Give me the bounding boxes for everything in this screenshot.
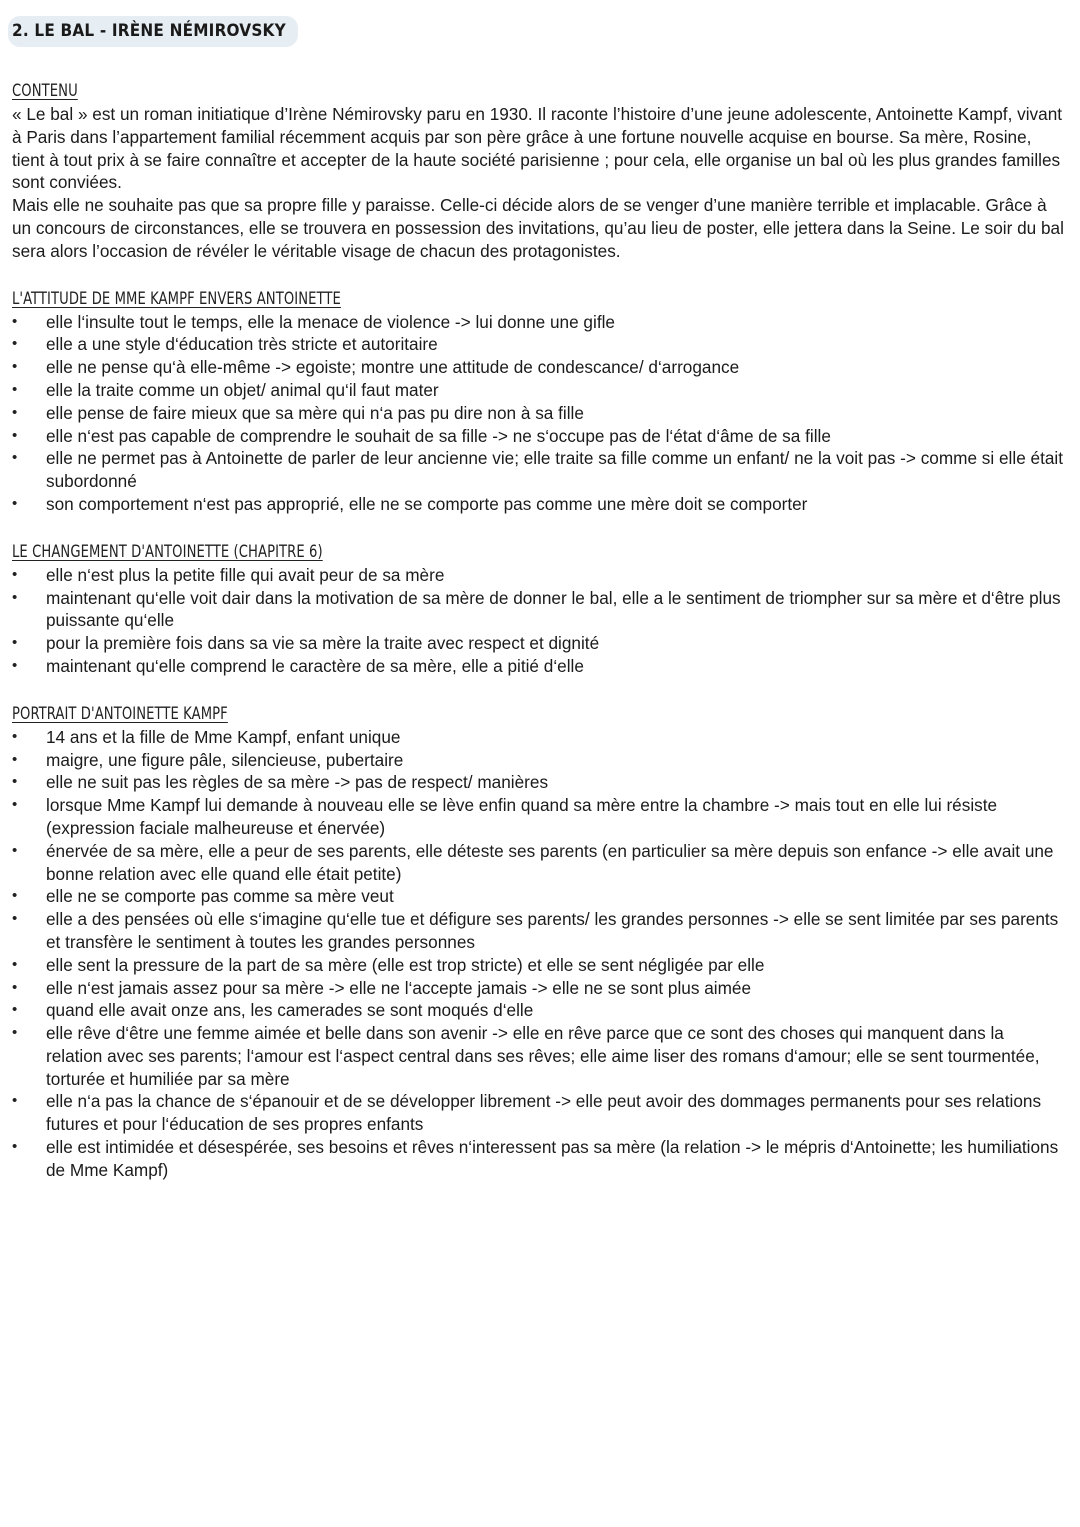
portrait-list — [12, 726, 1064, 1182]
list-item: • elle n‘est jamais assez pour sa mère -> elle ne l‘accepte jamais -> elle ne se sont plus aimée — [12, 977, 1064, 1000]
list-item: • quand elle avait onze ans, les camerades se sont moqués d‘elle — [12, 999, 1064, 1022]
list-item: • elle a une style d‘éducation très stricte et autoritaire — [12, 333, 1064, 356]
list-item: • elle l‘insulte tout le temps, elle la menace de violence -> lui donne une gifle — [12, 311, 1064, 334]
list-item: • lorsque Mme Kampf lui demande à nouveau elle se lève enfin quand sa mère entre la chambre -> mais tout en elle lui résiste (expression faciale malheureuse et énervée) — [12, 794, 1064, 840]
section-heading-changement: LE CHANGEMENT D'ANTOINETTE (CHAPITRE 6) — [12, 541, 323, 562]
section-heading-contenu: CONTENU — [12, 81, 78, 101]
list-item: • 14 ans et la fille de Mme Kampf, enfant unique — [12, 726, 1064, 749]
section-changement — [12, 540, 1064, 678]
changement-list — [12, 564, 1064, 678]
list-item: • elle n‘est pas capable de comprendre le souhait de sa fille -> ne s‘occupe pas de l‘état d‘âme de sa fille — [12, 425, 1064, 448]
list-item: • elle ne se comporte pas comme sa mère veut — [12, 885, 1064, 908]
attitude-list — [12, 311, 1064, 516]
page-title-text: 2. LE BAL - IRÈNE NÉMIROVSKY — [12, 21, 286, 41]
contenu-paragraph-1: « Le bal » est un roman initiatique d’Irène Némirovsky paru en 1930. Il raconte l’histoire d’une jeune adolescente, Antoinette Kampf, vivant à Paris dans l’appartement familial récemment acquis par son père grâce à une fortune nouvelle acquise en bourse. Sa mère, Rosine, tient à tout prix à se faire connaître et accepter de la haute société parisienne ; pour cela, elle organise un bal où les plus grandes familles sont conviées. — [12, 104, 1063, 193]
page-title — [8, 16, 298, 47]
section-attitude — [12, 287, 1064, 516]
list-item: • elle n‘a pas la chance de s‘épanouir et de se développer librement -> elle peut avoir des dommages permanents pour ses relations futures et pour l‘éducation de ses propres enfants — [12, 1090, 1064, 1136]
list-item: • elle sent la pressure de la part de sa mère (elle est trop stricte) et elle se sent négligée par elle — [12, 954, 1064, 977]
list-item: • maintenant qu‘elle comprend le caractère de sa mère, elle a pitié d‘elle — [12, 655, 1064, 678]
list-item: • elle rêve d‘être une femme aimée et belle dans son avenir -> elle en rêve parce que ce sont des choses qui manquent dans la relation avec ses parents; l‘amour est l‘aspect central dans ses rêves; elle aime liser des romans d‘amour; elle se sent tourmentée, torturée et humiliée par sa mère — [12, 1022, 1064, 1090]
list-item: • elle ne permet pas à Antoinette de parler de leur ancienne vie; elle traite sa fille comme un enfant/ ne la voit pas -> comme si elle était subordonné — [12, 447, 1064, 493]
list-item: • elle n‘est plus la petite fille qui avait peur de sa mère — [12, 564, 1064, 587]
list-item: • elle ne pense qu‘à elle-même -> egoiste; montre une attitude de condescance/ d‘arrogance — [12, 356, 1064, 379]
section-contenu — [12, 79, 1064, 263]
section-heading-attitude: L'ATTITUDE DE MME KAMPF ENVERS ANTOINETTE — [12, 288, 341, 309]
list-item: • elle ne suit pas les règles de sa mère -> pas de respect/ manières — [12, 771, 1064, 794]
list-item: • elle a des pensées où elle s‘imagine qu‘elle tue et défigure ses parents/ les grandes personnes -> elle se sent limitée par ses parents et transfère le sentiment à toutes les grandes personnes — [12, 908, 1064, 954]
section-portrait — [12, 702, 1064, 1182]
section-heading-portrait: PORTRAIT D'ANTOINETTE KAMPF — [12, 703, 228, 724]
list-item: • son comportement n‘est pas approprié, elle ne se comporte pas comme une mère doit se comporter — [12, 493, 1064, 516]
contenu-paragraph-2: Mais elle ne souhaite pas que sa propre fille y paraisse. Celle-ci décide alors de se venger d’une manière terrible et implacable. Grâce à un concours de circonstances, elle se trouvera en possession des invitations, qu’au lieu de poster, elle jettera dans la Seine. Le soir du bal sera alors l’occasion de révéler le véritable visage de chacun des protagonistes. — [12, 195, 1064, 261]
document-page — [12, 16, 1064, 1182]
list-item: • elle est intimidée et désespérée, ses besoins et rêves n‘interessent pas sa mère (la relation -> le mépris d‘Antoinette; les humiliations de Mme Kampf) — [12, 1136, 1064, 1182]
list-item: • elle pense de faire mieux que sa mère qui n‘a pas pu dire non à sa fille — [12, 402, 1064, 425]
list-item: • elle la traite comme un objet/ animal qu‘il faut mater — [12, 379, 1064, 402]
list-item: • maigre, une figure pâle, silencieuse, pubertaire — [12, 749, 1064, 772]
list-item: • maintenant qu‘elle voit dair dans la motivation de sa mère de donner le bal, elle a le sentiment de triompher sur sa mère et d‘être plus puissante qu‘elle — [12, 587, 1064, 633]
list-item: • énervée de sa mère, elle a peur de ses parents, elle déteste ses parents (en particulier sa mère depuis son enfance -> elle avait une bonne relation avec elle quand elle était petite) — [12, 840, 1064, 886]
list-item: • pour la première fois dans sa vie sa mère la traite avec respect et dignité — [12, 632, 1064, 655]
